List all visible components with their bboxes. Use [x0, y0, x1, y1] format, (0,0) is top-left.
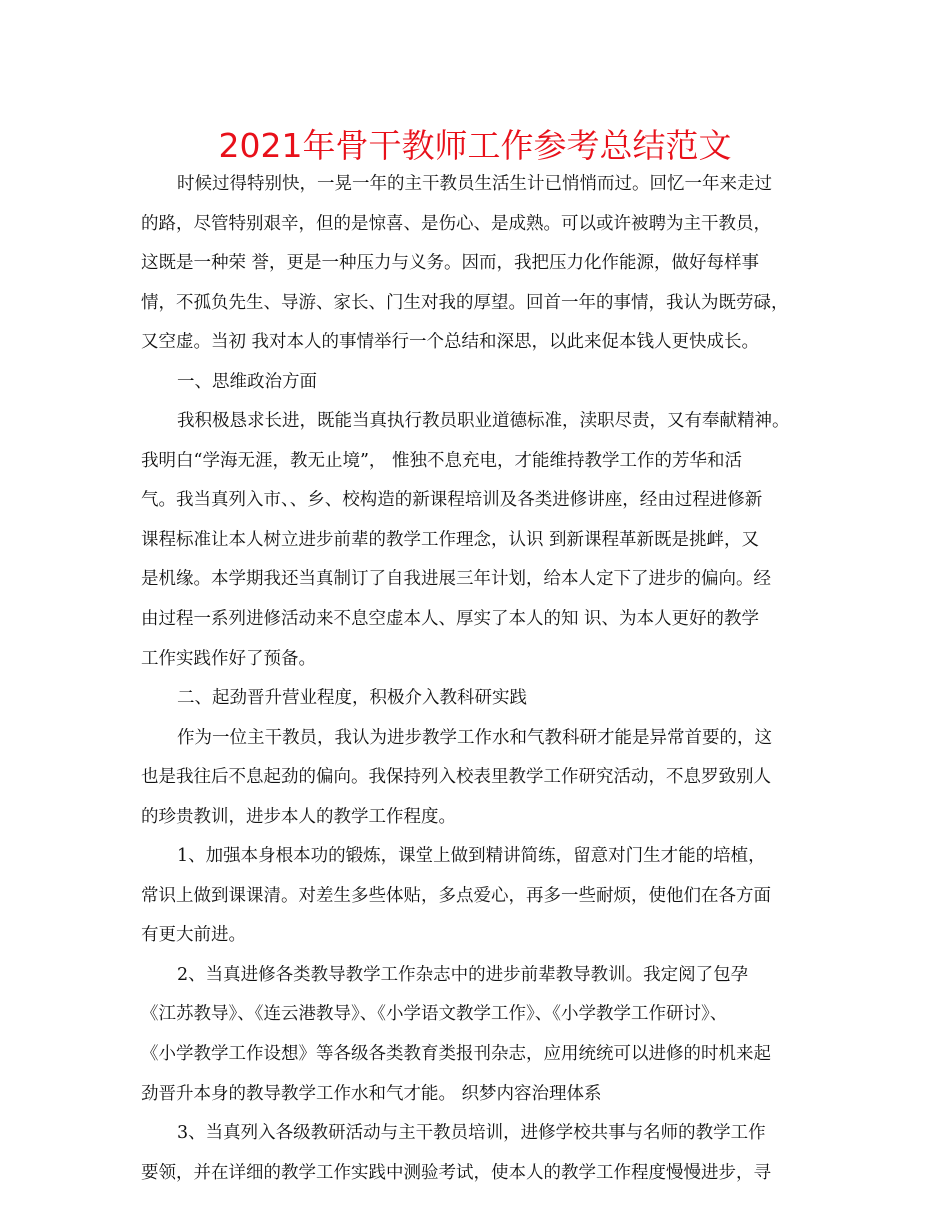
section-heading: 一、思维政治方面 [177, 371, 317, 392]
text-line: 要领，并在详细的教学工作实践中测验考试，使本人的教学工作程度慢慢进步，寻 [141, 1162, 771, 1183]
text-line: 的珍贵教训，进步本人的教学工作程度。 [141, 806, 456, 827]
text-line: 也是我往后不息起劲的偏向。我保持列入校表里教学工作研究活动，不息罗致别人 [141, 767, 771, 788]
text-line: 《小学教学工作设想》等各级各类教育类报刊杂志，应用统统可以进修的时机来起 [141, 1044, 771, 1065]
document-body [141, 165, 815, 1193]
text-line: 情，不孤负先生、导游、家长、门生对我的厚望。回首一年的事情，我认为既劳碌， [141, 292, 789, 313]
text-line: 由过程一系列进修活动来不息空虚本人、厚实了本人的知 识、为本人更好的教学 [141, 609, 760, 630]
text-line: 有更大前进。 [141, 925, 246, 946]
text-line: 课程标准让本人树立进步前辈的教学工作理念，认识 到新课程革新既是挑衅，又 [141, 529, 760, 550]
text-line: 气。我当真列入市、、乡、校构造的新课程培训及各类进修讲座，经由过程进修新 [141, 490, 763, 511]
text-line: 又空虚。当初 我对本人的事情举行一个总结和深思，以此来促本钱人更快成长。 [141, 332, 760, 353]
text-line: 的路，尽管特别艰辛，但的是惊喜、是伤心、是成熟。可以或许被聘为主干教员， [141, 213, 771, 234]
text-line: 时候过得特别快，一晃一年的主干教员生活生计已悄悄而过。回忆一年来走过 [177, 174, 772, 194]
document-title: 2021年骨干教师工作参考总结范文 [218, 126, 732, 165]
text-line: 3、当真列入各级教研活动与主干教员培训，进修学校共事与名师的教学工作 [177, 1123, 766, 1144]
text-line: 我明白“学海无涯，教无止境”， 惟独不息充电，才能维持教学工作的芳华和活 [141, 450, 742, 471]
text-line: 工作实践作好了预备。 [141, 648, 316, 669]
text-line: 作为一位主干教员，我认为进步教学工作水和气教科研才能是异常首要的，这 [177, 727, 772, 748]
text-line: 1、加强本身根本功的锻炼，课堂上做到精讲简练，留意对门生才能的培植， [177, 846, 766, 867]
text-line: 劲晋升本身的教导教学工作水和气才能。 织梦内容治理体系 [141, 1083, 602, 1104]
text-line: 常识上做到课课清。对差生多些体贴，多点爱心，再多一些耐烦，使他们在各方面 [141, 885, 771, 906]
text-line: 《江苏教导》、《连云港教导》、《小学语文教学工作》、《小学教学工作研讨》、 [141, 1004, 728, 1025]
text-line: 2、当真进修各类教导教学工作杂志中的进步前辈教导教训。我定阅了包孕 [177, 964, 749, 985]
text-line: 这既是一种荣 誉，更是一种压力与义务。因而，我把压力化作能源，做好每样事 [141, 253, 760, 274]
text-line: 我积极恳求长进，既能当真执行教员职业道德标准，渎职尽责，又有奉献精神。 [177, 411, 790, 432]
section-heading: 二、起劲晋升营业程度，积极介入教科研实践 [177, 688, 527, 709]
text-line: 是机缘。本学期我还当真制订了自我进展三年计划，给本人定下了进步的偏向。经 [141, 569, 771, 590]
